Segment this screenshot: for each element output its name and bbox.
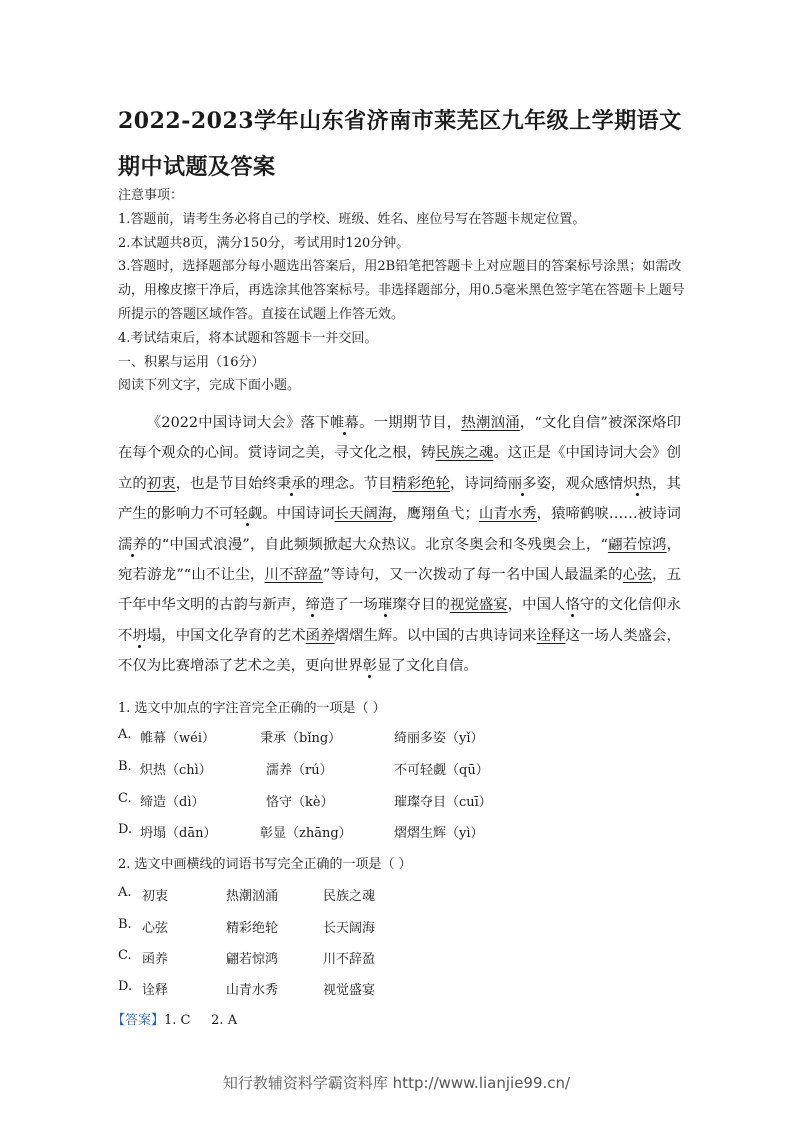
underlined-word: 热潮汹涌 bbox=[461, 415, 520, 431]
answer-tag: 【答案】 bbox=[112, 1013, 165, 1028]
option-choice-1: 坍塌（dān） bbox=[140, 826, 217, 841]
option-choice-1: 炽热（chì） bbox=[140, 763, 212, 778]
option-choice-2: 濡养（rú） bbox=[266, 763, 333, 778]
option-label: D. bbox=[118, 822, 133, 837]
passage-text: 的“中国式浪漫”，自此频频掀起大众热议。北京冬奥会和冬残奥会上，“ bbox=[147, 536, 608, 553]
passage-text: 。这正是《中国诗词大会》创立的 bbox=[118, 445, 681, 492]
passage-text: ，也是节目始终 bbox=[175, 475, 277, 492]
option-choice-2: 彰显（zhāng） bbox=[260, 826, 352, 841]
page-title: 2022-2023学年山东省济南市莱芜区九年级上学期语文期中试题及答案 bbox=[118, 108, 682, 180]
option-choice-2: 翩若惊鸿 bbox=[226, 952, 279, 967]
option-label: A. bbox=[118, 885, 132, 900]
notes-heading: 注意事项： bbox=[118, 188, 184, 203]
passage-text: ，猿啼鹤唳……被诗词 bbox=[536, 506, 681, 523]
note-item-2: 2.本试题共8页，满分150分，考试用时120分钟。 bbox=[118, 235, 410, 251]
dotted-word: 濡养 bbox=[118, 536, 148, 553]
option-choice-1: 帷幕（wéi） bbox=[140, 731, 215, 746]
passage-text: 。一期期节目， bbox=[359, 415, 462, 431]
underlined-word: 诠释 bbox=[536, 627, 566, 644]
footer-watermark: 知行教辅资料学霸资料库 http://www.lianjie99.cn/ bbox=[222, 1074, 571, 1092]
dotted-word: 彰 bbox=[362, 658, 378, 675]
passage-text: 守的文化信仰永不 bbox=[118, 597, 681, 644]
passage-text: ，宛若游龙”“山不让尘， bbox=[118, 536, 681, 584]
option-label: A. bbox=[118, 727, 132, 742]
option-label: B. bbox=[118, 759, 132, 774]
underlined-word: 长天阔海 bbox=[334, 506, 393, 523]
passage-text: 熠熠生辉。以中国的古典诗词来 bbox=[334, 627, 537, 644]
option-choice-2: 恪守（kè） bbox=[266, 795, 334, 810]
option-choice-1: 缔造（dì） bbox=[140, 795, 205, 810]
passage-text: 。中国诗词 bbox=[262, 506, 335, 523]
option-choice-3: 熠熠生辉（yì） bbox=[394, 826, 484, 841]
option-choice-3: 绮丽多姿（yǐ） bbox=[394, 731, 484, 746]
underlined-word: 翩若惊鸿 bbox=[607, 536, 667, 553]
passage-text: ，鹰翔鱼弋； bbox=[392, 506, 479, 523]
option-label: D. bbox=[118, 979, 133, 994]
dotted-word: 缔 bbox=[305, 597, 321, 614]
underlined-word: 初衷 bbox=[146, 475, 176, 492]
dotted-word: 帷幕 bbox=[329, 415, 360, 431]
passage-text: ，观众感情 bbox=[551, 475, 624, 492]
option-label: B. bbox=[118, 917, 132, 932]
option-label: C. bbox=[118, 948, 132, 963]
option-choice-3: 璀璨夺目（cuī） bbox=[394, 795, 492, 810]
option-choice-3: 不可轻觑（qū） bbox=[394, 763, 489, 778]
passage-text: 璨夺目的 bbox=[392, 597, 450, 614]
passage-text: 的理念。节目 bbox=[305, 475, 393, 492]
dotted-word: 坍 bbox=[132, 627, 147, 644]
notes-section bbox=[118, 184, 693, 398]
underlined-word: 川不辞盈 bbox=[264, 567, 323, 584]
option-choice-2: 山青水秀 bbox=[226, 983, 279, 998]
option-choice-3: 视觉盛宴 bbox=[323, 983, 376, 998]
reading-passage bbox=[118, 408, 681, 682]
note-item-3: 3.答题时，选择题部分每小题选出答案后，用2B铅笔把答题卡上对应题目的答案标号涂黑；如需改动，用橡皮擦干净后，再选涂其他答案标号。非选择题部分，用0.5毫米黑色签字笔在答题卡上题号所提示的答题区域作答。直接在试题上作答无效。 bbox=[118, 259, 685, 322]
dotted-word: 璀 bbox=[377, 597, 393, 614]
option-choice-3: 长天阔海 bbox=[323, 921, 376, 936]
dotted-word: 秉承 bbox=[276, 475, 306, 492]
section-heading: 一、积累与运用（16分） bbox=[118, 354, 265, 370]
option-choice-3: 川不辞盈 bbox=[323, 952, 376, 967]
option-choice-3: 民族之魂 bbox=[323, 889, 376, 904]
option-choice-2: 秉承（bǐng） bbox=[260, 731, 342, 746]
underlined-word: 函养 bbox=[305, 627, 335, 644]
passage-text: ，“文化自信”被深深烙印在每个观众的心间。赏诗词之美，寻文化之根，铸 bbox=[118, 415, 681, 462]
note-item-1: 1.答题前，请考生务必将自己的学校、班级、姓名、座位号写在答题卡规定位置。 bbox=[118, 211, 586, 227]
passage-text: ，中国人 bbox=[507, 597, 566, 614]
option-label: C. bbox=[118, 791, 132, 806]
reading-instruction: 阅读下列文字，完成下面小题。 bbox=[118, 378, 301, 394]
underlined-word: 民族之魂 bbox=[435, 445, 494, 462]
note-item-4: 4.考试结束后，将本试题和答题卡一并交回。 bbox=[118, 330, 378, 346]
underlined-word: 视觉盛宴 bbox=[449, 597, 508, 614]
answer-text: 1. C 2. A bbox=[164, 1013, 238, 1028]
answer-line bbox=[112, 1009, 237, 1028]
passage-text: 造了一场 bbox=[320, 597, 378, 614]
option-choice-1: 函养 bbox=[142, 952, 169, 967]
passage-text: 显了文化自信。 bbox=[377, 658, 478, 675]
passage-text: ”等诗句，又一次拨动了每一名中国人最温柔的 bbox=[322, 567, 623, 584]
passage-text: ，五千年中华文明的古韵与新声， bbox=[118, 567, 681, 614]
dotted-word: 炽热 bbox=[623, 475, 653, 492]
passage-text: 塌，中国文化孕育的艺术 bbox=[146, 627, 306, 644]
option-choice-1: 诠释 bbox=[142, 983, 169, 998]
passage-text: ，诗词 bbox=[450, 475, 494, 492]
passage-text: 《2022中国诗词大会》落下 bbox=[146, 415, 330, 431]
underlined-word: 精彩绝轮 bbox=[392, 475, 450, 492]
underlined-word: 心弦 bbox=[622, 567, 652, 584]
dotted-word: 轻觑 bbox=[233, 506, 263, 523]
dotted-word: 恪 bbox=[565, 597, 580, 614]
option-choice-2: 热潮汹涌 bbox=[226, 889, 279, 904]
option-choice-1: 心弦 bbox=[142, 921, 169, 936]
dotted-word: 绮丽多姿 bbox=[493, 475, 552, 492]
passage-text: ，其产生的影响力不可 bbox=[118, 475, 681, 523]
option-choice-1: 初衷 bbox=[142, 889, 169, 904]
question-2-stem: 2. 选文中画横线的词语书写完全正确的一项是（ ） bbox=[118, 857, 412, 872]
question-1-stem: 1. 选文中加点的字注音完全正确的一项是（ ） bbox=[118, 701, 386, 716]
option-choice-2: 精彩绝轮 bbox=[226, 921, 279, 936]
passage-text: 这一场人类盛会，不仅为比赛增添了艺术之美，更向世界 bbox=[118, 627, 681, 675]
underlined-word: 山青水秀 bbox=[478, 506, 537, 523]
